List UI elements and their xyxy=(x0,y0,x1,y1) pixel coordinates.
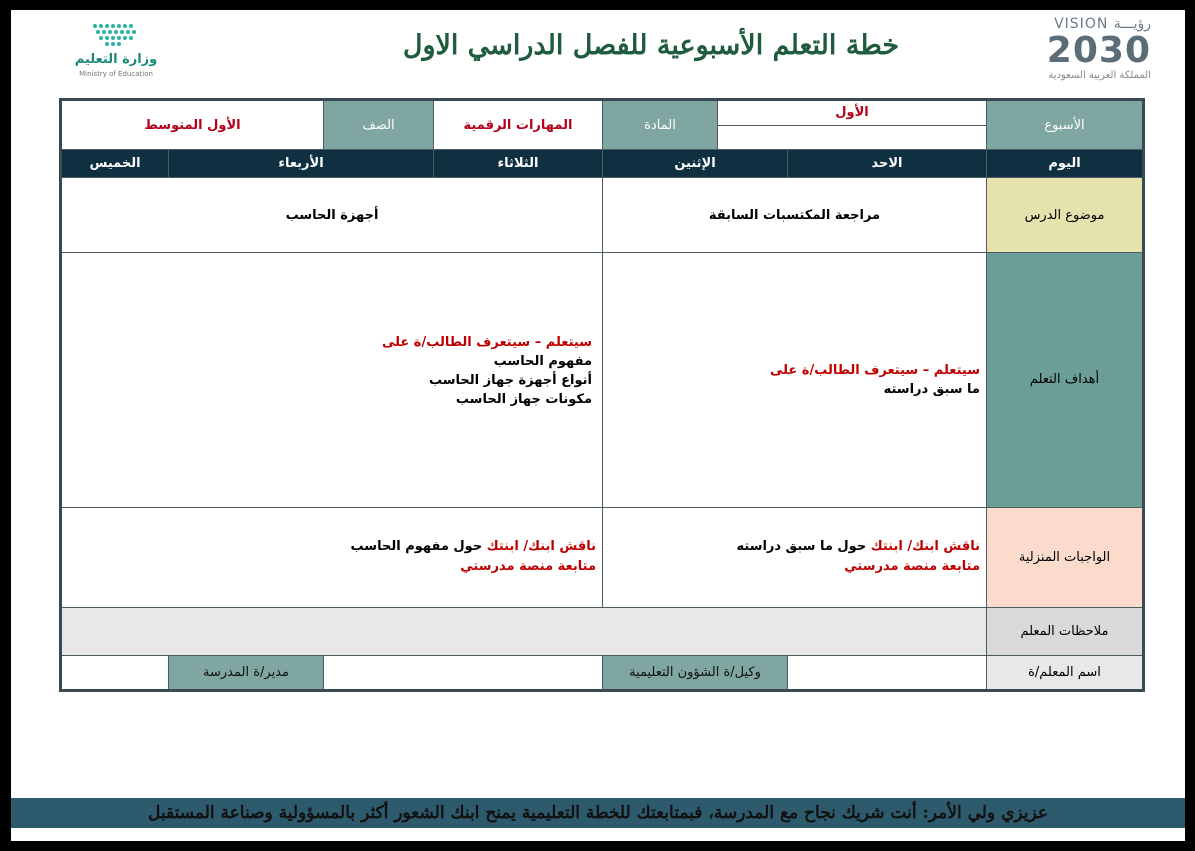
ministry-name-en: Ministry of Education xyxy=(79,70,153,78)
homework-second-rest: حول مفهوم الحاسب xyxy=(350,539,487,555)
homework-second-discuss: ناقش ابنك/ ابنتك xyxy=(486,539,596,555)
week-value-cell xyxy=(718,100,987,150)
teacher-name-label: اسم المعلم/ة xyxy=(987,655,1144,690)
day-sunday: الاحد xyxy=(788,150,987,178)
day-tuesday: الثلاثاء xyxy=(434,150,603,178)
homework-first-follow: متابعة منصة مدرستي xyxy=(844,559,980,575)
principal-field[interactable] xyxy=(61,655,169,690)
objectives-second xyxy=(61,253,603,507)
ministry-dots-icon xyxy=(91,22,141,48)
vision-logo xyxy=(1031,16,1151,86)
week-value-blank xyxy=(718,125,986,149)
page-title: خطة التعلم الأسبوعية للفصل الدراسي الاول xyxy=(402,30,900,61)
deputy-label: وكيل/ة الشؤون التعليمية xyxy=(603,655,788,690)
objectives-first-line: ما سبق دراسته xyxy=(883,381,980,397)
objectives-second-line-2: أنواع أجهزة جهاز الحاسب xyxy=(428,372,592,388)
teacher-name-field[interactable] xyxy=(788,655,987,690)
objectives-first xyxy=(603,253,987,507)
homework-first xyxy=(603,507,987,607)
week-value-box xyxy=(718,101,986,149)
homework-second xyxy=(61,507,603,607)
day-thursday: الخميس xyxy=(61,150,169,178)
grade-value: الأول المتوسط xyxy=(61,100,324,150)
day-wednesday: الأربعاء xyxy=(169,150,434,178)
info-row xyxy=(61,100,1144,150)
homework-second-follow: متابعة منصة مدرستي xyxy=(460,559,596,575)
notes-field[interactable] xyxy=(61,607,987,655)
deputy-field[interactable] xyxy=(324,655,603,690)
homework-first-rest: حول ما سبق دراسته xyxy=(736,539,871,555)
ministry-logo xyxy=(61,22,171,82)
topic-second: أجهزة الحاسب xyxy=(61,178,603,253)
vision-label: VISION رؤيـــة xyxy=(1054,16,1151,32)
objectives-second-line-1: مفهوم الحاسب xyxy=(493,353,592,369)
week-label: الأسبوع xyxy=(987,100,1144,150)
grade-label: الصف xyxy=(324,100,434,150)
objectives-first-intro: سيتعلم – سيتعرف الطالب/ة على xyxy=(769,362,980,378)
principal-label: مدير/ة المدرسة xyxy=(169,655,324,690)
vision-country: المملكة العربية السعودية xyxy=(1048,70,1151,81)
subject-value: المهارات الرقمية xyxy=(434,100,603,150)
week-value: الأول xyxy=(718,101,986,125)
ministry-name-ar: وزارة التعليم xyxy=(74,52,158,67)
weekly-plan-table xyxy=(59,98,1145,692)
vision-year: 2030 xyxy=(1046,30,1151,71)
signature-row xyxy=(61,655,1144,690)
topic-first: مراجعة المكتسبات السابقة xyxy=(603,178,987,253)
parent-message-banner: عزيزي ولي الأمر: أنت شريك نجاح مع المدرسة، فبمتابعتك للخطة التعليمية يمنح ابنك الشعور أكثر بالمسؤولية وصناعة المستقبل xyxy=(11,798,1185,828)
topic-row xyxy=(61,178,1144,253)
objectives-second-intro: سيتعلم – سيتعرف الطالب/ة على xyxy=(381,334,592,350)
subject-label: المادة xyxy=(603,100,718,150)
homework-label: الواجبات المنزلية xyxy=(987,507,1144,607)
days-row xyxy=(61,150,1144,178)
topic-label: موضوع الدرس xyxy=(987,178,1144,253)
plan-page xyxy=(11,10,1185,841)
objectives-second-line-3: مكونات جهاز الحاسب xyxy=(455,391,592,407)
objectives-row xyxy=(61,253,1144,507)
homework-row xyxy=(61,507,1144,607)
homework-first-discuss: ناقش ابنك/ ابنتك xyxy=(870,539,980,555)
day-label: اليوم xyxy=(987,150,1144,178)
notes-label: ملاحظات المعلم xyxy=(987,607,1144,655)
objectives-label: أهداف التعلم xyxy=(987,253,1144,507)
notes-row xyxy=(61,607,1144,655)
day-monday: الإثنين xyxy=(603,150,788,178)
